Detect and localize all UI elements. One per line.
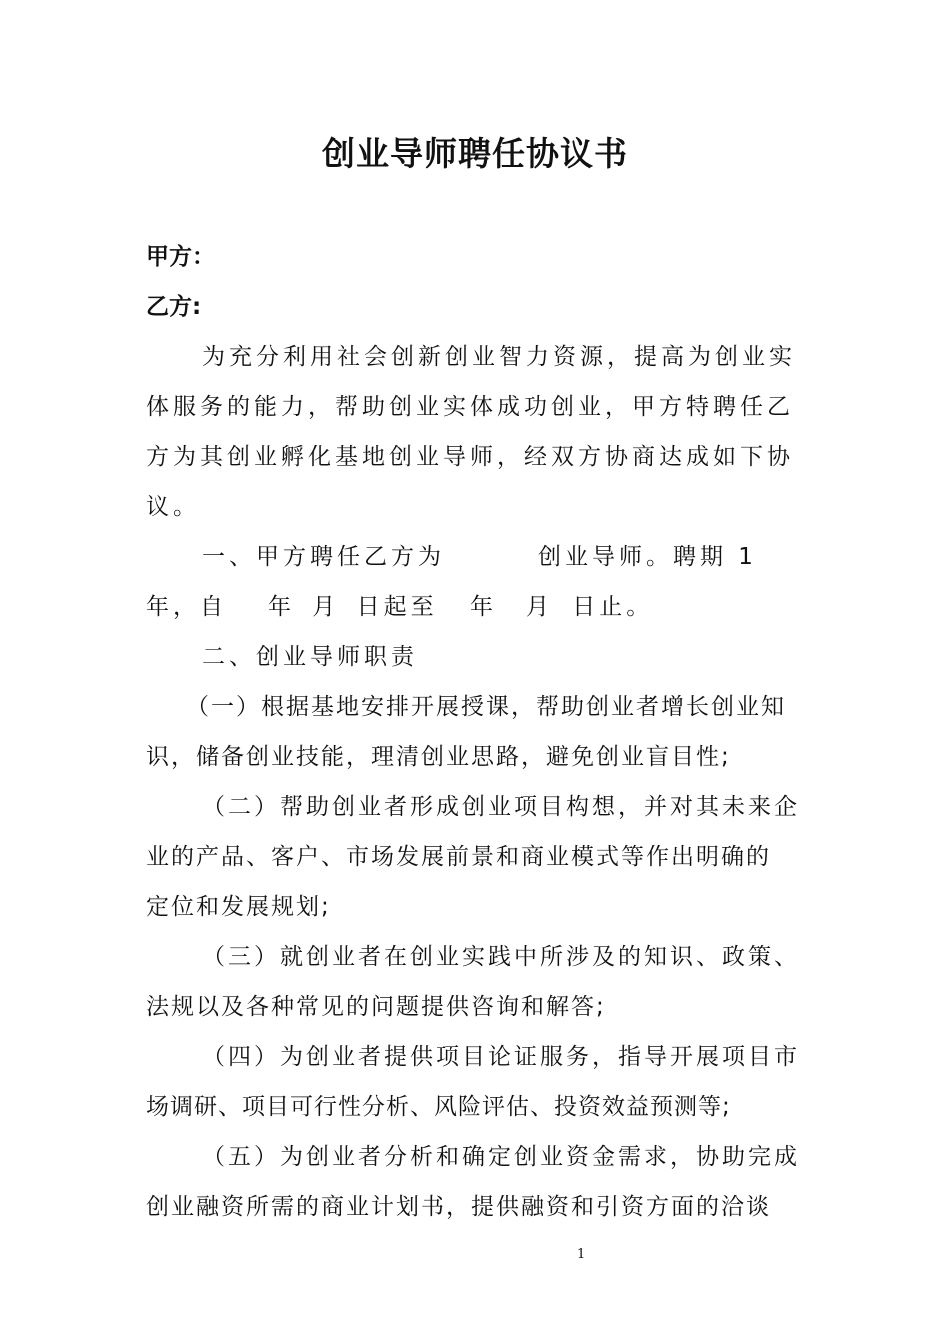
party-b-label: 乙方: <box>146 294 202 320</box>
clause1-line2-b: 年 月 日起至 <box>268 594 438 620</box>
intro-line-2: 体服务的能力，帮助创业实体成功创业，甲方特聘任乙 <box>146 394 794 420</box>
duty-line-9: 场调研、项目可行性分析、风险评估、投资效益预测等; <box>146 1094 731 1120</box>
duty-line-7: 法规以及各种常见的问题提供咨询和解答; <box>146 994 606 1020</box>
document-title: 创业导师聘任协议书 <box>322 134 628 173</box>
duty-line-10: （五）为创业者分析和确定创业资金需求，协助完成 <box>202 1144 800 1170</box>
clause1-part1: 一、甲方聘任乙方为 <box>202 544 445 570</box>
duty-line-4: 业的产品、客户、市场发展前景和商业模式等作出明确的 <box>146 844 771 870</box>
party-a-label: 甲方： <box>146 244 215 270</box>
intro-line-1: 为充分利用社会创新创业智力资源，提高为创业实 <box>202 344 796 370</box>
clause2-heading: 二、创业导师职责 <box>202 644 418 670</box>
duty-line-2: 识，储备创业技能，理清创业思路，避免创业盲目性; <box>146 744 731 770</box>
duty-line-8: （四）为创业者提供项目论证服务，指导开展项目市 <box>202 1044 800 1070</box>
page-number: 1 <box>577 1247 586 1262</box>
duty-line-5: 定位和发展规划; <box>146 894 331 920</box>
clause1-line2-c: 年 <box>470 594 497 620</box>
intro-line-3: 方为其创业孵化基地创业导师，经双方协商达成如下协 <box>146 444 794 470</box>
clause1-line2-a: 年，自 <box>146 594 227 620</box>
duty-line-1: （一）根据基地安排开展授课，帮助创业者增长创业知 <box>186 694 786 720</box>
intro-line-4: 议。 <box>146 494 200 520</box>
duty-line-11: 创业融资所需的商业计划书，提供融资和引资方面的洽谈 <box>146 1194 771 1220</box>
duty-line-6: （三）就创业者在创业实践中所涉及的知识、政策、 <box>202 944 800 970</box>
clause1-line2-d: 月 日止。 <box>526 594 654 620</box>
duty-line-3: （二）帮助创业者形成创业项目构想，并对其未来企 <box>202 794 800 820</box>
clause1-part2: 创业导师。聘期 1 <box>538 544 757 570</box>
